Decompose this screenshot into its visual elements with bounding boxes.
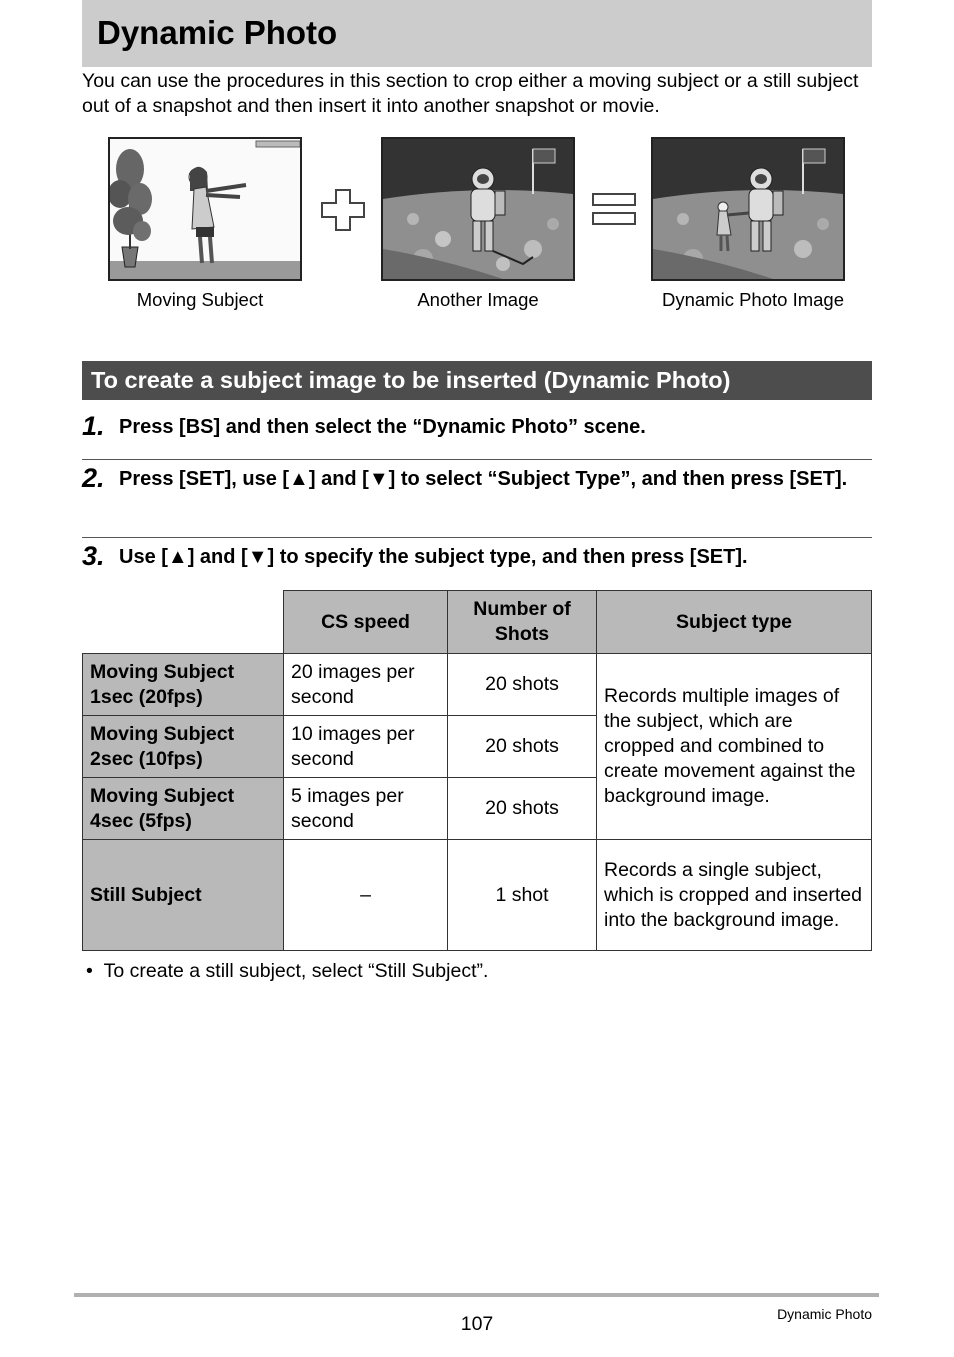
table-cell-shots: 1 shot — [448, 840, 597, 951]
footer-divider — [74, 1293, 879, 1297]
note-item — [86, 959, 488, 984]
step-divider — [82, 537, 872, 538]
table-cell-shots: 20 shots — [448, 654, 597, 716]
table-corner-cell — [83, 591, 284, 654]
step-number: 3. — [82, 541, 105, 571]
table-row-header: Moving Subject 1sec (20fps) — [83, 654, 284, 716]
page-title: Dynamic Photo — [97, 14, 338, 51]
table-header-number-of-shots: Number of Shots — [448, 591, 597, 654]
footer-section-label: Dynamic Photo — [777, 1306, 872, 1322]
section-title: To create a subject image to be inserted (Dynamic Photo) — [91, 367, 731, 393]
table-cell-subject-type: Records a single subject, which is cropped and inserted into the background image. — [597, 840, 872, 951]
title-bar — [82, 0, 872, 67]
table-row — [83, 840, 872, 951]
table-header-subject-type: Subject type — [597, 591, 872, 654]
subject-type-table — [82, 590, 872, 951]
step-number: 1. — [82, 411, 105, 441]
table-row-header: Moving Subject 2sec (10fps) — [83, 716, 284, 778]
equals-icon — [592, 193, 636, 226]
dynamic-photo-image — [651, 137, 845, 281]
table-row-header: Still Subject — [83, 840, 284, 951]
table-row — [83, 654, 872, 716]
step-text: Press [BS] and then select the “Dynamic Photo” scene. — [119, 416, 646, 438]
section-header — [82, 361, 872, 400]
table-cell-speed: 10 images per second — [284, 716, 448, 778]
table-cell-speed: – — [284, 840, 448, 951]
table-cell-subject-type: Records multiple images of the subject, which are cropped and combined to create movement against the background image. — [597, 654, 872, 840]
table-header-row — [83, 591, 872, 654]
page-number: 107 — [460, 1313, 494, 1335]
note-text: To create a still subject, select “Still Subject”. — [103, 960, 489, 982]
bullet-icon: • — [86, 960, 104, 982]
plus-icon — [321, 189, 365, 231]
caption-dynamic-photo-image: Dynamic Photo Image — [661, 289, 844, 310]
table-header-cs-speed: CS speed — [284, 591, 448, 654]
intro-text: You can use the procedures in this section to crop either a moving subject or a still subject out of a snapshot and then insert it into another snapshot or movie. — [82, 70, 859, 117]
step-divider — [82, 459, 872, 460]
another-image — [381, 137, 575, 281]
caption-another-image: Another Image — [417, 289, 539, 310]
moving-subject-image — [108, 137, 302, 281]
step-number: 2. — [82, 463, 105, 493]
caption-moving-subject: Moving Subject — [136, 289, 264, 310]
table-cell-shots: 20 shots — [448, 778, 597, 840]
table-cell-shots: 20 shots — [448, 716, 597, 778]
table-row-header: Moving Subject 4sec (5fps) — [83, 778, 284, 840]
step-text: Press [SET], use [▲] and [▼] to select “Subject Type”, and then press [SET]. — [119, 468, 848, 490]
step-text: Use [▲] and [▼] to specify the subject type, and then press [SET]. — [119, 546, 748, 568]
table-cell-speed: 5 images per second — [284, 778, 448, 840]
table-cell-speed: 20 images per second — [284, 654, 448, 716]
